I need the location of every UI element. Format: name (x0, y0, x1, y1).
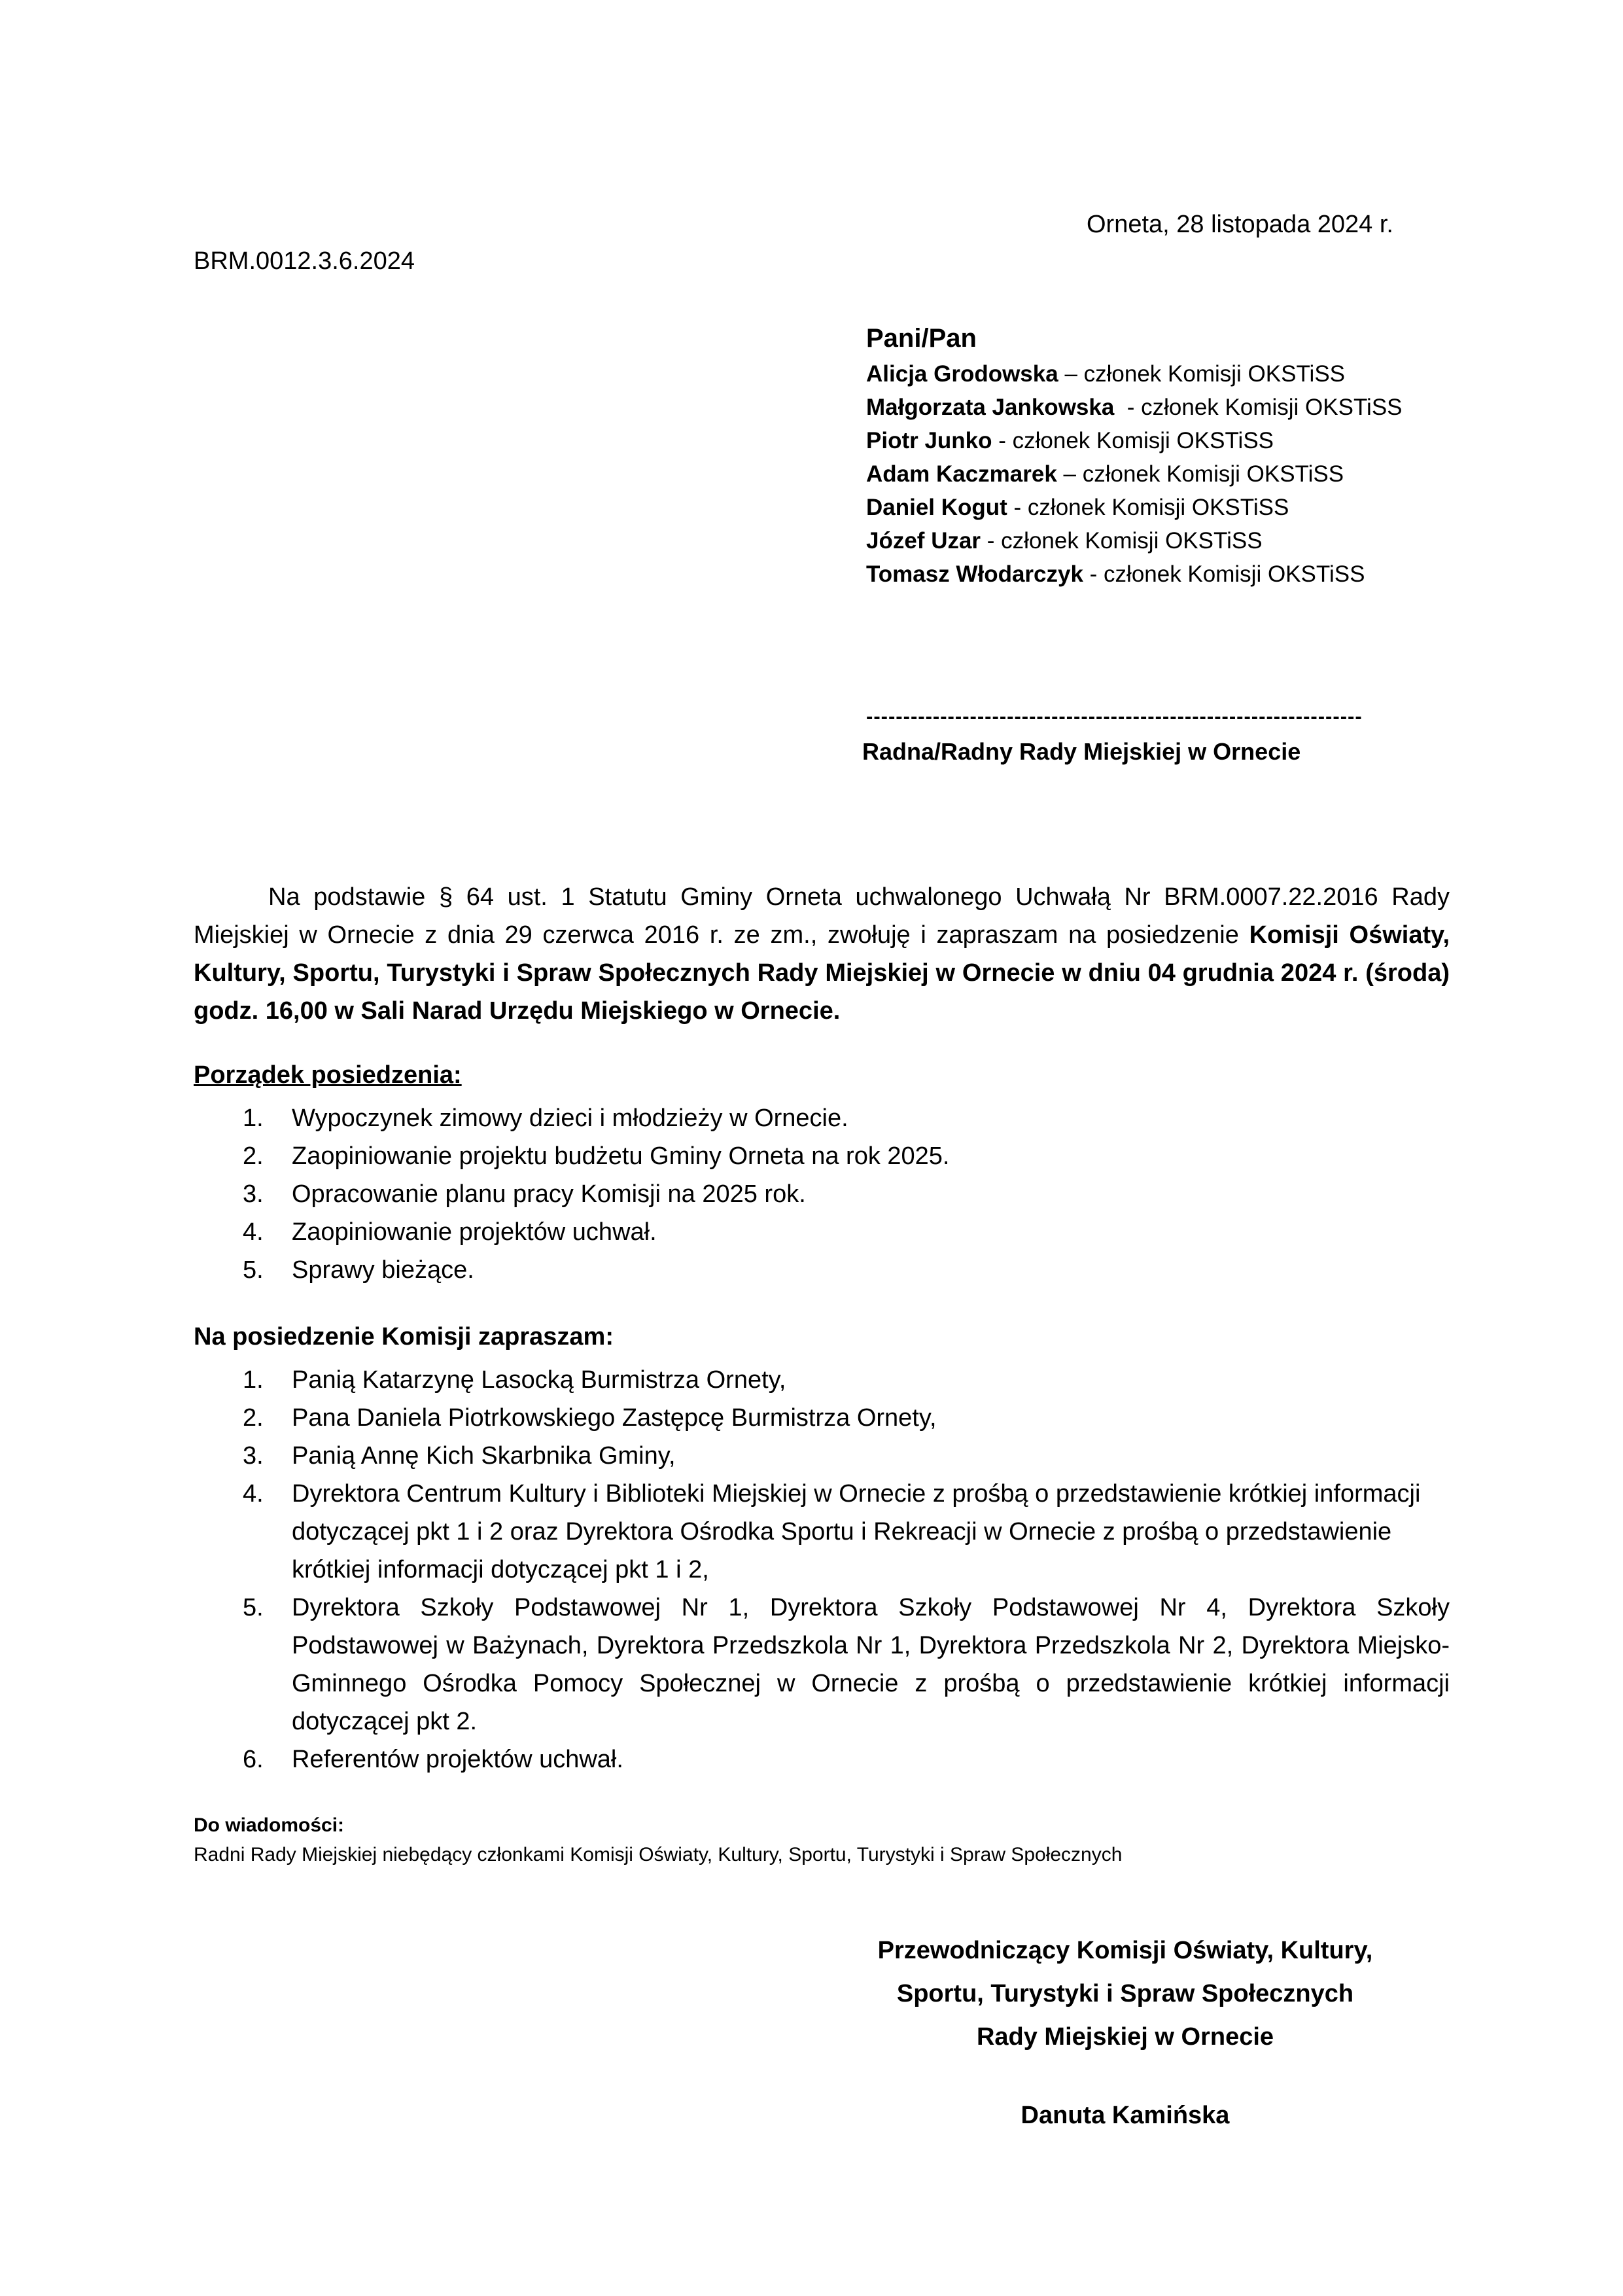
agenda-item (194, 1251, 1450, 1289)
intro-text: Na podstawie § 64 ust. 1 Statutu Gminy Orneta uchwalonego Uchwałą Nr BRM.0007.22.2016 Rady Miejskiej w Ornecie z dnia 29 czerwca 2016 r. ze zm., zwołuję i zapraszam na posiedzenie (194, 883, 1450, 949)
recipient-line (866, 424, 1403, 457)
item-number: 1. (243, 1104, 264, 1132)
agenda-list (194, 1099, 1450, 1289)
recipient-line (866, 524, 1403, 557)
signature-title-line: Przewodniczący Komisji Oświaty, Kultury, (877, 1937, 1373, 1964)
signature-block (785, 1929, 1465, 2058)
item-text: Zaopiniowanie projektu budżetu Gminy Orneta na rok 2025. (292, 1142, 950, 1170)
recipient-role: - członek Komisji OKSTiSS (1083, 561, 1365, 587)
invitees-heading: Na posiedzenie Komisji zapraszam: (194, 1323, 614, 1351)
intro-paragraph (194, 878, 1450, 1030)
item-number: 5. (243, 1594, 264, 1621)
item-number: 5. (243, 1256, 264, 1284)
item-text: Dyrektora Centrum Kultury i Biblioteki Miejskiej w Ornecie z prośbą o przedstawienie krótkiej informacji dotyczącej pkt 1 i 2 oraz Dyrektora Ośrodka Sportu i Rekreacji w Ornecie z prośbą o przedstawienie krótkiej informacji dotyczącej pkt 1 i 2, (292, 1480, 1421, 1583)
recipient-name: Alicja Grodowska (866, 361, 1058, 387)
intro-bold-text: Komisji Oświaty, Kultury, Sportu, Turystyki i Spraw Społecznych Rady Miejskiej w Ornecie w dniu 04 grudnia 2024 r. (środa) godz. 16,00 w Sali Narad Urzędu Miejskiego w Ornecie. (194, 921, 1450, 1025)
recipients-block (866, 319, 1403, 591)
recipient-line (866, 491, 1403, 524)
item-text: Referentów projektów uchwał. (292, 1746, 623, 1773)
recipient-name: Adam Kaczmarek (866, 461, 1057, 487)
invitee-item (194, 1361, 1450, 1399)
item-text: Dyrektora Szkoły Podstawowej Nr 1, Dyrektora Szkoły Podstawowej Nr 4, Dyrektora Szkoły Podstawowej w Bażynach, Dyrektora Przedszkola Nr 1, Dyrektora Przedszkola Nr 2, Dyrektora Miejsko-Gminnego Ośrodka Pomocy Społecznej w Ornecie z prośbą o przedstawienie krótkiej informacji dotyczącej pkt 2. (292, 1594, 1450, 1735)
place-date: Orneta, 28 listopada 2024 r. (1087, 211, 1393, 238)
signature-title-line: Sportu, Turystyki i Spraw Społecznych (896, 1980, 1354, 2007)
recipient-line (866, 557, 1403, 591)
item-text: Wypoczynek zimowy dzieci i młodzieży w Ornecie. (292, 1104, 848, 1132)
item-number: 1. (243, 1366, 264, 1394)
item-number: 4. (243, 1218, 264, 1246)
item-number: 3. (243, 1442, 264, 1470)
cc-text: Radni Rady Miejskiej niebędący członkami Komisji Oświaty, Kultury, Sportu, Turystyki i Spraw Społecznych (194, 1844, 1123, 1865)
item-number: 2. (243, 1404, 264, 1432)
recipient-line (866, 457, 1403, 491)
recipient-role: - członek Komisji OKSTiSS (1114, 395, 1403, 420)
recipient-name: Józef Uzar (866, 528, 981, 554)
recipient-name: Daniel Kogut (866, 495, 1007, 520)
signature-title-line: Rady Miejskiej w Ornecie (976, 2023, 1274, 2051)
item-text: Sprawy bieżące. (292, 1256, 474, 1284)
item-text: Pana Daniela Piotrkowskiego Zastępcę Burmistrza Ornety, (292, 1404, 937, 1432)
recipient-line (866, 391, 1403, 424)
agenda-item (194, 1099, 1450, 1137)
recipient-role: - członek Komisji OKSTiSS (981, 528, 1263, 554)
item-number: 4. (243, 1480, 264, 1508)
invitee-item (194, 1475, 1450, 1589)
cc-heading: Do wiadomości: (194, 1814, 345, 1836)
invitee-item (194, 1399, 1450, 1437)
recipient-role: – członek Komisji OKSTiSS (1056, 461, 1344, 487)
invitee-item (194, 1437, 1450, 1475)
agenda-item (194, 1137, 1450, 1175)
signer-name: Danuta Kamińska (1021, 2102, 1230, 2129)
invitee-item (194, 1740, 1450, 1778)
signature-dash-line: ------------------------------------------------------------------- (866, 705, 1363, 728)
item-number: 2. (243, 1142, 264, 1170)
salutation: Pani/Pan (866, 324, 977, 353)
item-text: Panią Annę Kich Skarbnika Gminy, (292, 1442, 676, 1470)
recipient-role: - członek Komisji OKSTiSS (992, 428, 1274, 453)
item-text: Zaopiniowanie projektów uchwał. (292, 1218, 657, 1246)
council-label: Radna/Radny Rady Miejskiej w Ornecie (862, 738, 1301, 765)
item-number: 3. (243, 1180, 264, 1208)
invitees-list (194, 1361, 1450, 1778)
item-number: 6. (243, 1746, 264, 1773)
recipient-name: Tomasz Włodarczyk (866, 561, 1083, 587)
agenda-item (194, 1175, 1450, 1213)
item-text: Opracowanie planu pracy Komisji na 2025 rok. (292, 1180, 806, 1208)
recipient-name: Małgorzata Jankowska (866, 395, 1115, 420)
reference-number: BRM.0012.3.6.2024 (194, 247, 415, 275)
recipient-role: – członek Komisji OKSTiSS (1058, 361, 1346, 387)
item-text: Panią Katarzynę Lasocką Burmistrza Ornety, (292, 1366, 786, 1394)
agenda-item (194, 1213, 1450, 1251)
invitee-item (194, 1589, 1450, 1740)
recipient-line (866, 357, 1403, 391)
recipient-name: Piotr Junko (866, 428, 992, 453)
agenda-heading: Porządek posiedzenia: (194, 1061, 462, 1089)
recipient-role: - członek Komisji OKSTiSS (1007, 495, 1289, 520)
